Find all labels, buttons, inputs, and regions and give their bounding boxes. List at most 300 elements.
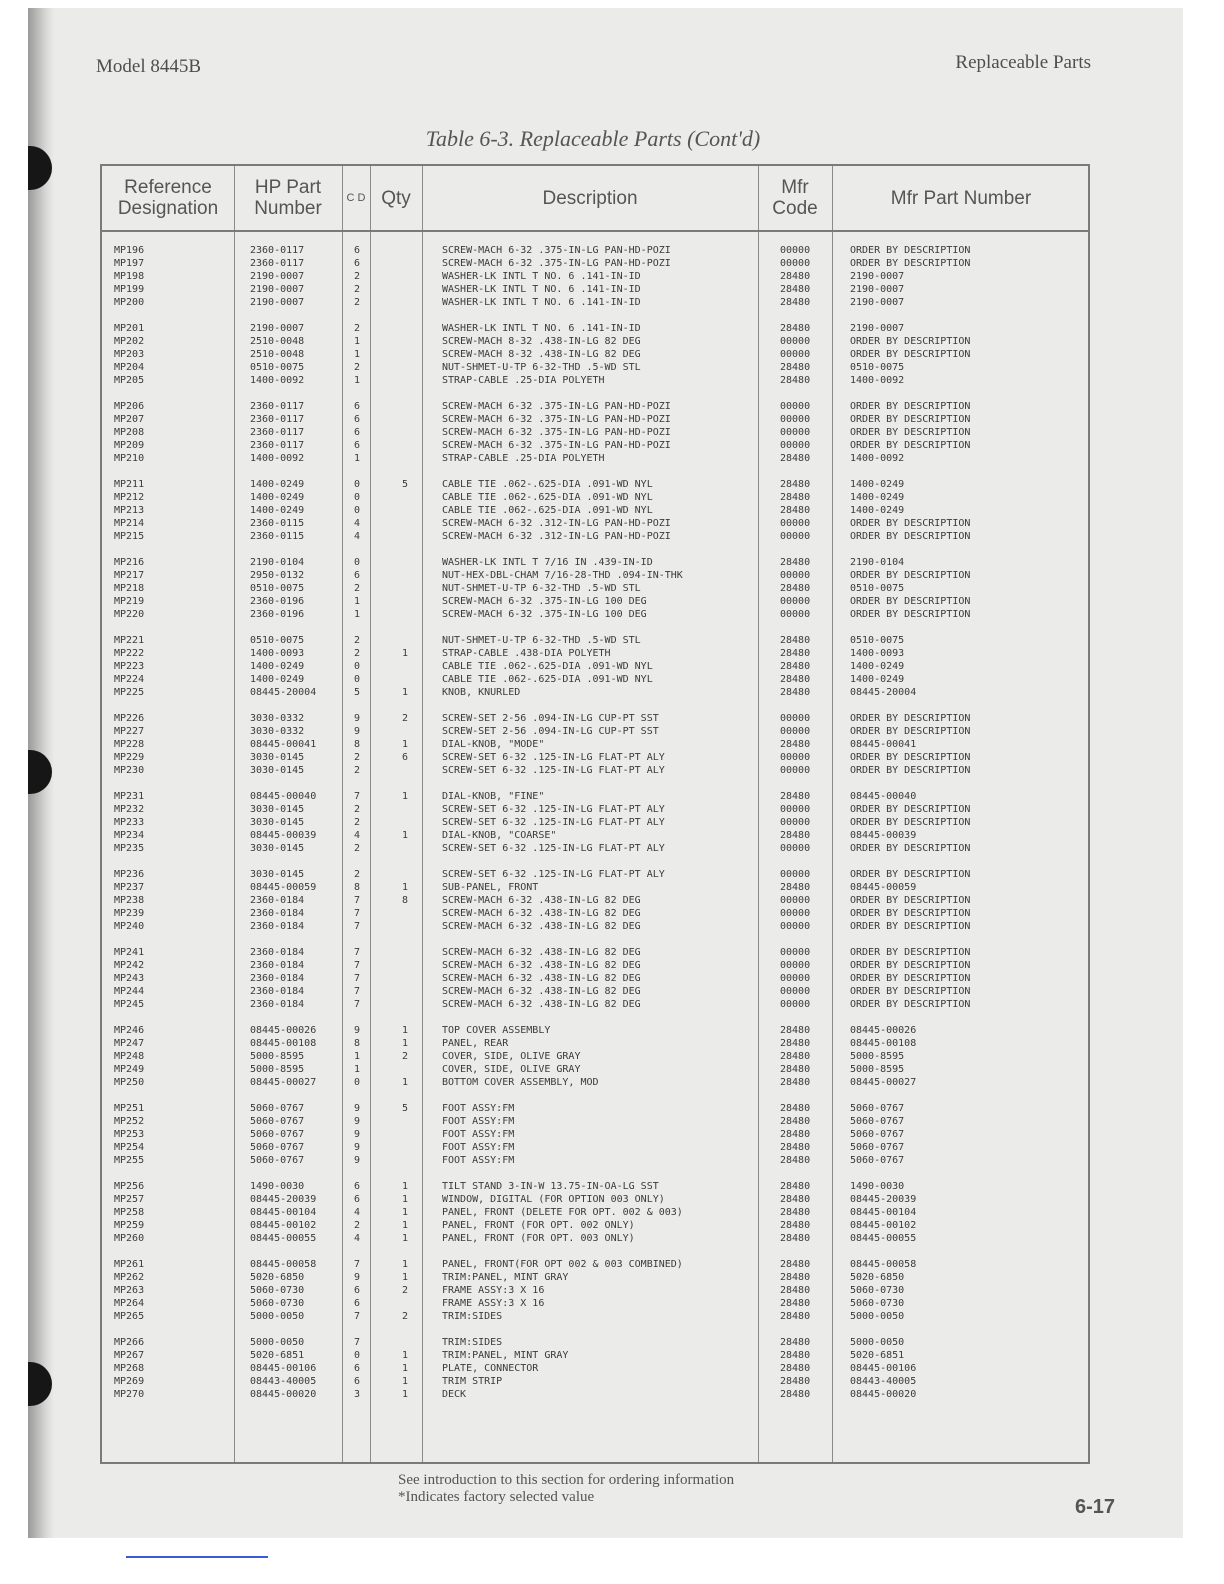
- ref-designation: MP251: [114, 1103, 145, 1114]
- description: FOOT ASSY:FM: [442, 1155, 515, 1166]
- col-header-reference: Reference Designation: [117, 177, 219, 219]
- hp-part-number: 5000-0050: [250, 1311, 305, 1322]
- hp-part-number: 5020-6851: [250, 1350, 305, 1361]
- ref-designation: MP221: [114, 635, 145, 646]
- cd-digit: 0: [354, 479, 361, 490]
- mfr-code: 28480: [780, 1272, 811, 1283]
- hp-part-number: 5060-0767: [250, 1142, 305, 1153]
- description: STRAP-CABLE .25-DIA POLYETH: [442, 375, 605, 386]
- ref-designation: MP203: [114, 349, 145, 360]
- table-row: [102, 1297, 1088, 1310]
- mfr-code: 00000: [780, 596, 811, 607]
- description: SCREW-MACH 6-32 .375-IN-LG PAN-HD-POZI: [442, 440, 671, 451]
- mfr-code: 28480: [780, 1207, 811, 1218]
- ref-designation: MP239: [114, 908, 145, 919]
- ref-designation: MP219: [114, 596, 145, 607]
- hp-part-number: 1490-0030: [250, 1181, 305, 1192]
- qty: 2: [401, 713, 409, 724]
- cd-digit: 2: [354, 843, 361, 854]
- mfr-code: 28480: [780, 687, 811, 698]
- hp-part-number: 5060-0767: [250, 1103, 305, 1114]
- description: PANEL, REAR: [442, 1038, 509, 1049]
- mfr-part-number: 08445-20004: [850, 687, 917, 698]
- mfr-part-number: 08445-00041: [850, 739, 917, 750]
- table-row: [102, 413, 1088, 426]
- description: SCREW-MACH 6-32 .375-IN-LG PAN-HD-POZI: [442, 245, 671, 256]
- description: FRAME ASSY:3 X 16: [442, 1298, 545, 1309]
- ref-designation: MP206: [114, 401, 145, 412]
- mfr-part-number: 5000-8595: [850, 1051, 905, 1062]
- mfr-code: 28480: [780, 661, 811, 672]
- ref-designation: MP226: [114, 713, 145, 724]
- description: CABLE TIE .062-.625-DIA .091-WD NYL: [442, 492, 653, 503]
- page-number: 6-17: [1074, 1496, 1115, 1518]
- mfr-part-number: 5000-0050: [850, 1337, 905, 1348]
- hp-part-number: 1400-0249: [250, 505, 305, 516]
- ref-designation: MP220: [114, 609, 145, 620]
- table-row: [102, 1141, 1088, 1154]
- mfr-code: 00000: [780, 960, 811, 971]
- mfr-code: 28480: [780, 830, 811, 841]
- document-page: [28, 8, 1183, 1538]
- mfr-part-number: ORDER BY DESCRIPTION: [850, 817, 971, 828]
- mfr-code: 28480: [780, 271, 811, 282]
- mfr-part-number: ORDER BY DESCRIPTION: [850, 531, 971, 542]
- qty: 5: [401, 1103, 409, 1114]
- mfr-part-number: 08445-00108: [850, 1038, 917, 1049]
- description: SCREW-SET 6-32 .125-IN-LG FLAT-PT ALY: [442, 817, 665, 828]
- mfr-part-number: ORDER BY DESCRIPTION: [850, 518, 971, 529]
- description: TRIM:SIDES: [442, 1311, 503, 1322]
- hp-part-number: 08445-00041: [250, 739, 317, 750]
- mfr-code: 28480: [780, 1285, 811, 1296]
- mfr-part-number: 08445-00106: [850, 1363, 917, 1374]
- hp-part-number: 2360-0184: [250, 973, 305, 984]
- qty: 1: [401, 1233, 409, 1244]
- hp-part-number: 2360-0184: [250, 999, 305, 1010]
- cd-digit: 0: [354, 492, 361, 503]
- hp-part-number: 0510-0075: [250, 583, 305, 594]
- cd-digit: 0: [354, 674, 361, 685]
- description: BOTTOM COVER ASSEMBLY, MOD: [442, 1077, 599, 1088]
- ref-designation: MP245: [114, 999, 145, 1010]
- mfr-code: 00000: [780, 726, 811, 737]
- mfr-part-number: 5060-0730: [850, 1298, 905, 1309]
- hp-part-number: 2950-0132: [250, 570, 305, 581]
- ref-designation: MP257: [114, 1194, 145, 1205]
- cd-digit: 6: [354, 440, 361, 451]
- description: WASHER-LK INTL T NO. 6 .141-IN-ID: [442, 284, 641, 295]
- hp-part-number: 2360-0184: [250, 960, 305, 971]
- mfr-code: 28480: [780, 1064, 811, 1075]
- blue-underline: [126, 1556, 268, 1558]
- table-row: [102, 829, 1088, 842]
- hp-part-number: 08445-00026: [250, 1025, 317, 1036]
- cd-digit: 0: [354, 1350, 361, 1361]
- table-row: [102, 985, 1088, 998]
- table-row: [102, 764, 1088, 777]
- table-row: [102, 790, 1088, 803]
- table-row: [102, 1128, 1088, 1141]
- mfr-code: 28480: [780, 882, 811, 893]
- description: DECK: [442, 1389, 467, 1400]
- table-row: [102, 595, 1088, 608]
- mfr-part-number: ORDER BY DESCRIPTION: [850, 349, 971, 360]
- cd-digit: 2: [354, 271, 361, 282]
- description: WASHER-LK INTL T NO. 6 .141-IN-ID: [442, 297, 641, 308]
- description: SCREW-MACH 6-32 .375-IN-LG PAN-HD-POZI: [442, 401, 671, 412]
- description: SCREW-MACH 6-32 .438-IN-LG 82 DEG: [442, 921, 641, 932]
- table-row: [102, 946, 1088, 959]
- hp-part-number: 2360-0117: [250, 414, 305, 425]
- mfr-part-number: ORDER BY DESCRIPTION: [850, 765, 971, 776]
- mfr-part-number: 5060-0767: [850, 1103, 905, 1114]
- hp-part-number: 08445-00108: [250, 1038, 317, 1049]
- qty: 1: [401, 830, 409, 841]
- description: FOOT ASSY:FM: [442, 1142, 515, 1153]
- ref-designation: MP214: [114, 518, 145, 529]
- ref-designation: MP233: [114, 817, 145, 828]
- hp-part-number: 5060-0767: [250, 1116, 305, 1127]
- hp-part-number: 2360-0184: [250, 986, 305, 997]
- qty: 1: [401, 1272, 409, 1283]
- qty: 1: [401, 1207, 409, 1218]
- ref-designation: MP197: [114, 258, 145, 269]
- cd-digit: 6: [354, 414, 361, 425]
- ref-designation: MP210: [114, 453, 145, 464]
- mfr-part-number: ORDER BY DESCRIPTION: [850, 440, 971, 451]
- mfr-part-number: 1400-0093: [850, 648, 905, 659]
- mfr-part-number: ORDER BY DESCRIPTION: [850, 258, 971, 269]
- table-row: [102, 842, 1088, 855]
- cd-digit: 6: [354, 245, 361, 256]
- cd-digit: 7: [354, 947, 361, 958]
- mfr-code: 00000: [780, 908, 811, 919]
- description: SCREW-MACH 6-32 .375-IN-LG PAN-HD-POZI: [442, 414, 671, 425]
- table-row: [102, 868, 1088, 881]
- mfr-part-number: ORDER BY DESCRIPTION: [850, 726, 971, 737]
- mfr-part-number: ORDER BY DESCRIPTION: [850, 973, 971, 984]
- description: NUT-HEX-DBL-CHAM 7/16-28-THD .094-IN-THK: [442, 570, 683, 581]
- mfr-code: 28480: [780, 1103, 811, 1114]
- description: WASHER-LK INTL T NO. 6 .141-IN-ID: [442, 271, 641, 282]
- mfr-code: 00000: [780, 817, 811, 828]
- table-row: [102, 569, 1088, 582]
- table-row: [102, 1310, 1088, 1323]
- hp-part-number: 08445-00106: [250, 1363, 317, 1374]
- table-row: [102, 608, 1088, 621]
- mfr-part-number: ORDER BY DESCRIPTION: [850, 609, 971, 620]
- cd-digit: 2: [354, 284, 361, 295]
- table-row: [102, 647, 1088, 660]
- table-row: [102, 244, 1088, 257]
- hp-part-number: 2360-0196: [250, 609, 305, 620]
- mfr-code: 28480: [780, 492, 811, 503]
- hp-part-number: 5020-6850: [250, 1272, 305, 1283]
- mfr-code: 28480: [780, 1233, 811, 1244]
- qty: 1: [401, 1038, 409, 1049]
- ref-designation: MP211: [114, 479, 145, 490]
- mfr-code: 28480: [780, 1077, 811, 1088]
- qty: 1: [401, 687, 409, 698]
- mfr-code: 28480: [780, 1142, 811, 1153]
- mfr-part-number: 08445-00104: [850, 1207, 917, 1218]
- description: TOP COVER ASSEMBLY: [442, 1025, 551, 1036]
- description: SCREW-MACH 6-32 .312-IN-LG PAN-HD-POZI: [442, 531, 671, 542]
- description: FOOT ASSY:FM: [442, 1116, 515, 1127]
- mfr-code: 00000: [780, 570, 811, 581]
- table-row: [102, 1258, 1088, 1271]
- hp-part-number: 2360-0117: [250, 258, 305, 269]
- table-row: [102, 257, 1088, 270]
- hp-part-number: 5000-0050: [250, 1337, 305, 1348]
- mfr-part-number: 2190-0007: [850, 271, 905, 282]
- ref-designation: MP269: [114, 1376, 145, 1387]
- mfr-part-number: ORDER BY DESCRIPTION: [850, 986, 971, 997]
- table-row: [102, 1336, 1088, 1349]
- col-header-cd: C D: [346, 192, 366, 204]
- table-row: [102, 270, 1088, 283]
- hp-part-number: 08445-20004: [250, 687, 317, 698]
- cd-digit: 7: [354, 895, 361, 906]
- ref-designation: MP218: [114, 583, 145, 594]
- description: SUB-PANEL, FRONT: [442, 882, 539, 893]
- mfr-code: 28480: [780, 583, 811, 594]
- description: NUT-SHMET-U-TP 6-32-THD .5-WD STL: [442, 362, 641, 373]
- mfr-code: 00000: [780, 401, 811, 412]
- description: SCREW-MACH 6-32 .438-IN-LG 82 DEG: [442, 895, 641, 906]
- ref-designation: MP217: [114, 570, 145, 581]
- mfr-code: 28480: [780, 1220, 811, 1231]
- description: SCREW-SET 6-32 .125-IN-LG FLAT-PT ALY: [442, 869, 665, 880]
- mfr-part-number: 08445-00020: [850, 1389, 917, 1400]
- mfr-part-number: 5060-0767: [850, 1129, 905, 1140]
- description: PLATE, CONNECTOR: [442, 1363, 539, 1374]
- ref-designation: MP212: [114, 492, 145, 503]
- mfr-code: 00000: [780, 414, 811, 425]
- mfr-code: 28480: [780, 375, 811, 386]
- mfr-part-number: 08445-00039: [850, 830, 917, 841]
- table-row: [102, 1284, 1088, 1297]
- mfr-code: 28480: [780, 1155, 811, 1166]
- cd-digit: 1: [354, 349, 361, 360]
- ref-designation: MP231: [114, 791, 145, 802]
- qty: 1: [401, 1363, 409, 1374]
- hp-part-number: 2190-0007: [250, 284, 305, 295]
- mfr-code: 28480: [780, 1038, 811, 1049]
- table-row: [102, 322, 1088, 335]
- table-row: [102, 1232, 1088, 1245]
- cd-digit: 7: [354, 1259, 361, 1270]
- qty: 2: [401, 1311, 409, 1322]
- table-row: [102, 634, 1088, 647]
- qty: 1: [401, 1350, 409, 1361]
- description: SCREW-MACH 8-32 .438-IN-LG 82 DEG: [442, 336, 641, 347]
- table-row: [102, 582, 1088, 595]
- mfr-part-number: 1400-0249: [850, 505, 905, 516]
- description: PANEL, FRONT (FOR OPT. 003 ONLY): [442, 1233, 635, 1244]
- cd-digit: 0: [354, 661, 361, 672]
- qty: 1: [401, 882, 409, 893]
- hp-part-number: 2360-0115: [250, 531, 305, 542]
- mfr-part-number: 1400-0249: [850, 674, 905, 685]
- ref-designation: MP263: [114, 1285, 145, 1296]
- mfr-code: 28480: [780, 1298, 811, 1309]
- table-row: [102, 1362, 1088, 1375]
- cd-digit: 6: [354, 1376, 361, 1387]
- mfr-part-number: 0510-0075: [850, 635, 905, 646]
- description: NUT-SHMET-U-TP 6-32-THD .5-WD STL: [442, 583, 641, 594]
- ref-designation: MP261: [114, 1259, 145, 1270]
- hp-part-number: 2510-0048: [250, 349, 305, 360]
- col-header-qty: Qty: [381, 187, 411, 209]
- ref-designation: MP237: [114, 882, 145, 893]
- cd-digit: 9: [354, 1272, 361, 1283]
- cd-digit: 7: [354, 1337, 361, 1348]
- ref-designation: MP228: [114, 739, 145, 750]
- hp-part-number: 08445-00027: [250, 1077, 317, 1088]
- mfr-code: 00000: [780, 895, 811, 906]
- mfr-part-number: ORDER BY DESCRIPTION: [850, 570, 971, 581]
- parts-table: [100, 164, 1090, 1464]
- mfr-code: 28480: [780, 284, 811, 295]
- table-row: [102, 1375, 1088, 1388]
- table-row: [102, 686, 1088, 699]
- description: SCREW-MACH 6-32 .438-IN-LG 82 DEG: [442, 986, 641, 997]
- mfr-part-number: 08445-00055: [850, 1233, 917, 1244]
- mfr-code: 00000: [780, 609, 811, 620]
- table-row: [102, 725, 1088, 738]
- ref-designation: MP256: [114, 1181, 145, 1192]
- mfr-part-number: 5060-0767: [850, 1142, 905, 1153]
- model-header: Model 8445B: [96, 56, 202, 77]
- ref-designation: MP241: [114, 947, 145, 958]
- mfr-code: 28480: [780, 1350, 811, 1361]
- mfr-code: 28480: [780, 635, 811, 646]
- table-row: [102, 1050, 1088, 1063]
- table-row: [102, 1154, 1088, 1167]
- mfr-part-number: ORDER BY DESCRIPTION: [850, 999, 971, 1010]
- table-row: [102, 894, 1088, 907]
- ref-designation: MP234: [114, 830, 145, 841]
- mfr-code: 00000: [780, 713, 811, 724]
- mfr-code: 28480: [780, 1194, 811, 1205]
- cd-digit: 2: [354, 362, 361, 373]
- hp-part-number: 2190-0104: [250, 557, 305, 568]
- cd-digit: 1: [354, 453, 361, 464]
- hp-part-number: 5060-0730: [250, 1298, 305, 1309]
- ref-designation: MP250: [114, 1077, 145, 1088]
- qty: 1: [401, 1025, 409, 1036]
- mfr-part-number: 08445-00059: [850, 882, 917, 893]
- description: PANEL, FRONT (DELETE FOR OPT. 002 & 003): [442, 1207, 683, 1218]
- mfr-code: 28480: [780, 739, 811, 750]
- mfr-code: 28480: [780, 479, 811, 490]
- hp-part-number: 2190-0007: [250, 271, 305, 282]
- description: SCREW-MACH 6-32 .312-IN-LG PAN-HD-POZI: [442, 518, 671, 529]
- table-row: [102, 972, 1088, 985]
- cd-digit: 9: [354, 713, 361, 724]
- hp-part-number: 3030-0145: [250, 752, 305, 763]
- ref-designation: MP267: [114, 1350, 145, 1361]
- mfr-part-number: ORDER BY DESCRIPTION: [850, 713, 971, 724]
- hp-part-number: 3030-0145: [250, 765, 305, 776]
- table-title: Table 6-3. Replaceable Parts (Cont'd): [425, 126, 761, 151]
- hp-part-number: 2360-0184: [250, 908, 305, 919]
- description: KNOB, KNURLED: [442, 687, 521, 698]
- mfr-part-number: ORDER BY DESCRIPTION: [850, 843, 971, 854]
- mfr-code: 28480: [780, 1363, 811, 1374]
- mfr-code: 00000: [780, 518, 811, 529]
- cd-digit: 4: [354, 1207, 361, 1218]
- table-row: [102, 881, 1088, 894]
- description: CABLE TIE .062-.625-DIA .091-WD NYL: [442, 505, 653, 516]
- mfr-part-number: 1490-0030: [850, 1181, 905, 1192]
- cd-digit: 7: [354, 921, 361, 932]
- ref-designation: MP204: [114, 362, 145, 373]
- hp-part-number: 0510-0075: [250, 635, 305, 646]
- cd-digit: 2: [354, 1220, 361, 1231]
- mfr-code: 28480: [780, 791, 811, 802]
- description: TILT STAND 3-IN-W 13.75-IN-OA-LG SST: [442, 1181, 659, 1192]
- cd-digit: 2: [354, 869, 361, 880]
- description: SCREW-MACH 6-32 .438-IN-LG 82 DEG: [442, 999, 641, 1010]
- table-row: [102, 1271, 1088, 1284]
- hp-part-number: 5060-0730: [250, 1285, 305, 1296]
- cd-digit: 9: [354, 726, 361, 737]
- description: SCREW-MACH 8-32 .438-IN-LG 82 DEG: [442, 349, 641, 360]
- mfr-code: 00000: [780, 947, 811, 958]
- mfr-code: 00000: [780, 843, 811, 854]
- qty: 2: [401, 1051, 409, 1062]
- ref-designation: MP243: [114, 973, 145, 984]
- table-row: [102, 296, 1088, 309]
- description: FOOT ASSY:FM: [442, 1103, 515, 1114]
- qty: 1: [401, 648, 409, 659]
- hp-part-number: 08445-00102: [250, 1220, 317, 1231]
- table-row: [102, 1037, 1088, 1050]
- qty: 1: [401, 791, 409, 802]
- ref-designation: MP223: [114, 661, 145, 672]
- hp-part-number: 2360-0184: [250, 947, 305, 958]
- qty: 2: [401, 1285, 409, 1296]
- ref-designation: MP215: [114, 531, 145, 542]
- cd-digit: 4: [354, 830, 361, 841]
- hp-part-number: 1400-0093: [250, 648, 305, 659]
- hp-part-number: 1400-0249: [250, 674, 305, 685]
- hp-part-number: 5000-8595: [250, 1051, 305, 1062]
- cd-digit: 7: [354, 999, 361, 1010]
- table-row: [102, 1219, 1088, 1232]
- hp-part-number: 2190-0007: [250, 297, 305, 308]
- ref-designation: MP225: [114, 687, 145, 698]
- description: SCREW-SET 6-32 .125-IN-LG FLAT-PT ALY: [442, 752, 665, 763]
- cd-digit: 6: [354, 1298, 361, 1309]
- description: SCREW-MACH 6-32 .375-IN-LG 100 DEG: [442, 609, 647, 620]
- cd-digit: 3: [354, 1389, 361, 1400]
- table-row: [102, 504, 1088, 517]
- mfr-part-number: ORDER BY DESCRIPTION: [850, 336, 971, 347]
- mfr-part-number: 08445-00058: [850, 1259, 917, 1270]
- mfr-part-number: 1400-0092: [850, 453, 905, 464]
- hp-part-number: 5060-0767: [250, 1129, 305, 1140]
- mfr-code: 28480: [780, 323, 811, 334]
- cd-digit: 9: [354, 1103, 361, 1114]
- mfr-code: 28480: [780, 648, 811, 659]
- mfr-code: 00000: [780, 921, 811, 932]
- cd-digit: 7: [354, 791, 361, 802]
- table-row: [102, 491, 1088, 504]
